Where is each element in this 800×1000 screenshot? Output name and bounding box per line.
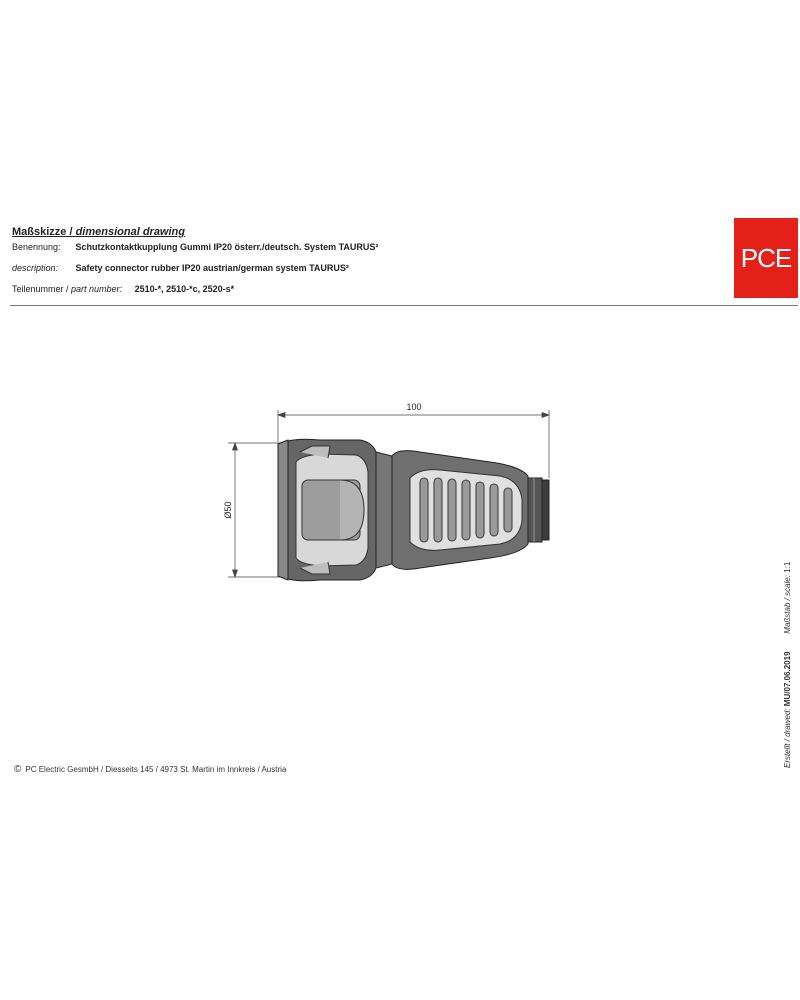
part-label-en: part number: bbox=[71, 284, 123, 294]
part-number-value: 2510-*, 2510-*c, 2520-s* bbox=[134, 284, 235, 294]
drawing-meta bbox=[783, 562, 792, 768]
copyright-footer bbox=[14, 764, 286, 775]
length-dimension-label: 100 bbox=[406, 402, 422, 412]
copyright-text: PC Electric GesmbH / Diesseits 145 / 4973 St. Martin im Innkreis / Austria bbox=[25, 765, 287, 774]
description-value: Safety connector rubber IP20 austrian/german system TAURUS² bbox=[75, 263, 349, 273]
pce-logo: PCE bbox=[734, 218, 798, 298]
benennung-label: Benennung: bbox=[12, 242, 61, 252]
scale-label: Maßstab / scale: bbox=[783, 575, 792, 634]
diameter-dimension-label: Ø50 bbox=[223, 501, 233, 519]
created-value: MU/07.06.2019 bbox=[783, 651, 792, 707]
copyright-icon: © bbox=[14, 764, 22, 775]
grip-ribs bbox=[420, 478, 512, 542]
diameter-dimension bbox=[228, 443, 280, 577]
title-en: dimensional drawing bbox=[75, 226, 185, 238]
title-de: Maßskizze / bbox=[12, 226, 76, 238]
scale-value: 1:1 bbox=[783, 561, 792, 573]
part-label-de: Teilenummer / bbox=[12, 284, 72, 294]
description-label: description: bbox=[12, 263, 59, 273]
created-label: Erstellt / drawed: bbox=[783, 708, 792, 768]
benennung-value: Schutzkontaktkupplung Gummi IP20 österr./deutsch. System TAURUS² bbox=[75, 242, 379, 252]
cable-end bbox=[528, 478, 549, 542]
